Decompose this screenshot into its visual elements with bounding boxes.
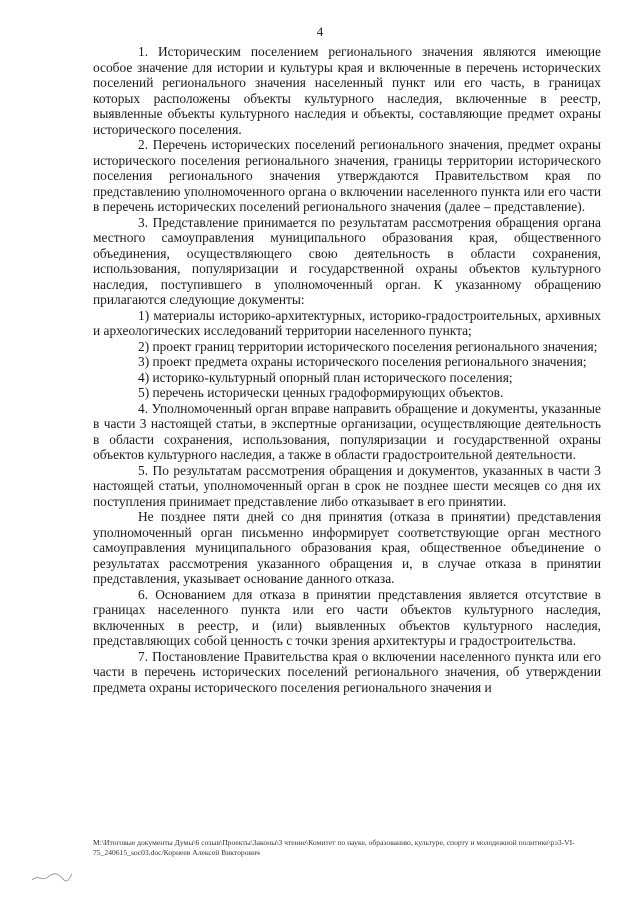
paragraph-6: 6. Основанием для отказа в принятии представления является отсутствие в границах населенного пункта или его части объектов культурного наследия, включенных в реестр, и (или) выявленных объектов культурного наследия, представляющих собой ценность с точки зрения архитектуры и градостроительства. (93, 586, 601, 648)
list-item-4: 4) историко-культурный опорный план исторического поселения; (138, 369, 513, 385)
paragraph-1: 1. Историческим поселением регионального значения являются имеющие особое значение для истории и культуры края и включенные в перечень исторических поселений регионального значения населенный пункт или его часть, в границах которых расположены объекты культурного наследия, включенные в реестр, выявленные объекты культурного наследия и объекты, составляющие предмет охраны исторического поселения. (93, 44, 601, 137)
paragraph-5: 5. По результатам рассмотрения обращения и документов, указанных в части 3 настоящей статьи, уполномоченный орган в срок не позднее шести месяцев со дня их поступления принимает представление либо отказывает в его принятии. (93, 462, 601, 509)
page-number: 4 (316, 24, 324, 39)
list-item-1: 1) материалы историко-архитектурных, историко-градостроительных, архивных и археологических исследований территории населенного пункта; (93, 307, 601, 338)
file-path-footer: M:\Итоговые документы Думы\6 созыв\Проекты\Законы\3 чтение\Комитет по науке, образованию, культуре, спорту и молодежной политике\рэ3-VI-75_240615_soc03.doc/Корнеев Алексей Викторович (93, 838, 575, 857)
handwritten-mark (30, 868, 74, 884)
paragraph-7: 7. Постановление Правительства края о включении населенного пункта или его части в перечень исторических поселений регионального значения, об утверждении предмета охраны исторического поселения регионального значения и (93, 648, 601, 695)
list-item-3: 3) проект предмета охраны исторического поселения регионального значения; (138, 354, 587, 369)
paragraph-3: 3. Представление принимается по результатам рассмотрения обращения органа местного самоуправления муниципального образования края, общественного объединения, осуществляющего свою деятельность в области сохранения, использования, популяризации и государственной охраны объектов культурного наследия, поступившего в уполномоченный орган. К указанному обращению прилагаются следующие документы: (93, 214, 601, 307)
list-item-5: 5) перечень исторически ценных градоформирующих объектов. (138, 385, 504, 400)
paragraph-4: 4. Уполномоченный орган вправе направить обращение и документы, указанные в части 3 настоящей статьи, в экспертные организации, осуществляющие деятельность в области сохранения, использования, популяризации и государственной охраны объектов культурного наследия, а также в области градостроительной деятельности. (93, 400, 601, 462)
paragraph-5-continued: Не позднее пяти дней со дня принятия (отказа в принятии) представления уполномоченный орган письменно информирует соответствующие орган местного самоуправления муниципального образования края, общественное объединение о результатах рассмотрения указанного обращения и, в случае отказа в принятии представления, указывает основание данного отказа. (93, 509, 601, 586)
list-item-2: 2) проект границ территории исторического поселения регионального значения; (138, 338, 598, 354)
paragraph-2: 2. Перечень исторических поселений регионального значения, предмет охраны исторического поселения регионального значения, границы территории исторического поселения регионального значения утверждаются Правительством края по представлению уполномоченного органа о включении населенного пункта или его части в перечень исторических поселений регионального значения (далее – представление). (93, 137, 601, 214)
document-body (93, 44, 601, 695)
